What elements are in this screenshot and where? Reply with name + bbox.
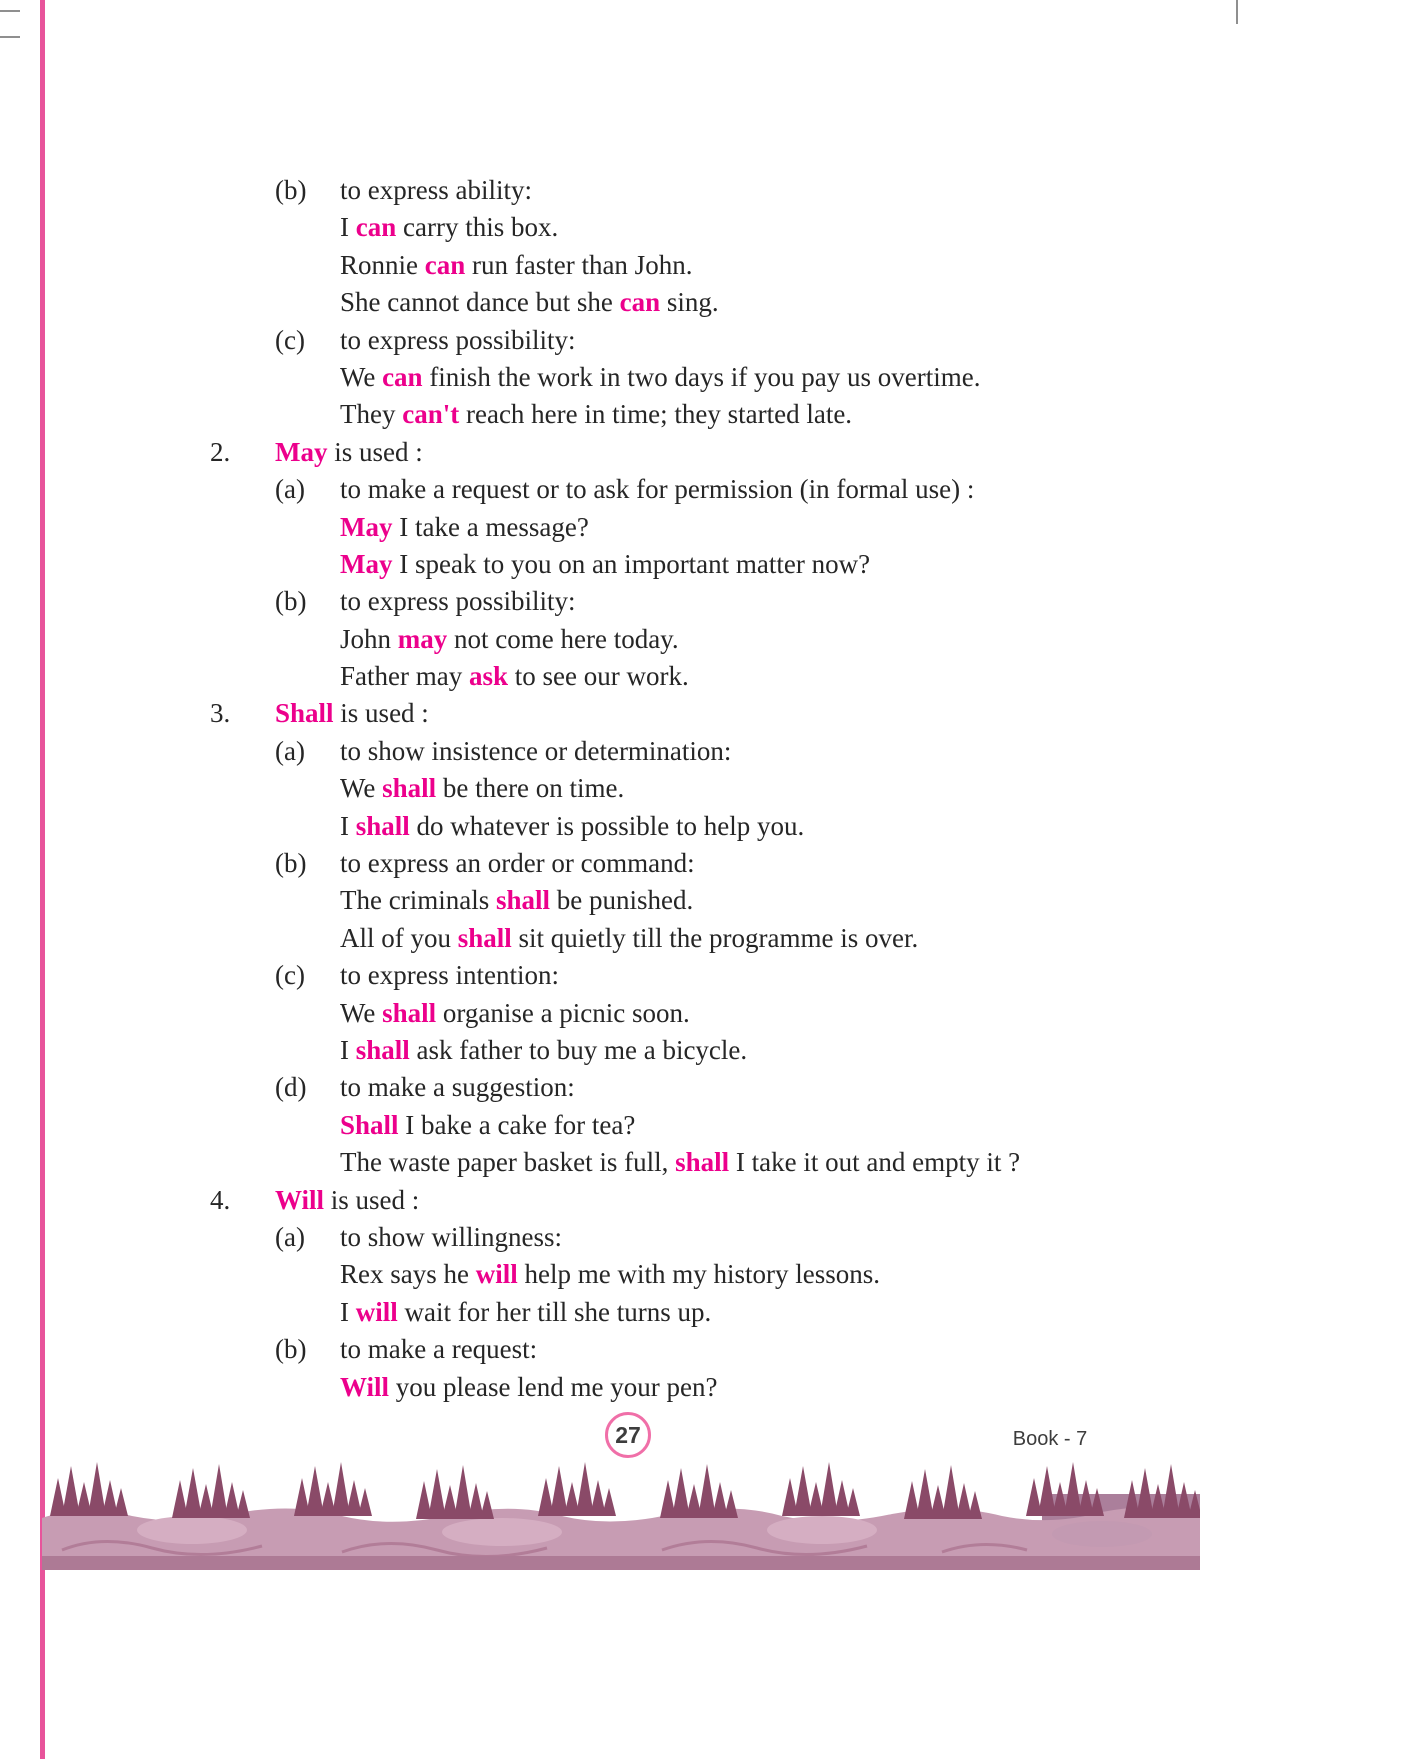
line-marker: 3. [210, 698, 231, 729]
text-line [0, 1032, 1260, 1069]
line-text: We shall organise a picnic soon. [340, 997, 690, 1028]
highlighted-word: Shall [275, 698, 334, 729]
text-line [0, 359, 1260, 396]
line-marker: (b) [275, 586, 307, 617]
highlighted-word: will [475, 1259, 518, 1290]
line-text: to express possibility: [340, 586, 576, 617]
highlighted-word: Will [275, 1184, 325, 1215]
page-number: 27 [615, 1421, 641, 1448]
line-text: The criminals shall be punished. [340, 885, 694, 916]
line-text: The waste paper basket is full, shall I take it out and empty it ? [340, 1147, 1021, 1178]
text-line [0, 845, 1260, 882]
line-text: Rex says he will help me with my history lessons. [340, 1259, 880, 1290]
line-marker: 2. [210, 436, 231, 467]
line-marker: (b) [275, 848, 307, 879]
text-line [0, 509, 1260, 546]
line-text: All of you shall sit quietly till the programme is over. [340, 922, 919, 953]
text-line [0, 471, 1260, 508]
highlighted-word: can [382, 361, 423, 392]
text-line [0, 882, 1260, 919]
line-text: John may not come here today. [340, 623, 679, 654]
line-marker: 4. [210, 1184, 231, 1215]
line-marker: (a) [275, 1221, 305, 1252]
line-text: We can finish the work in two days if you pay us overtime. [340, 361, 981, 392]
line-text: to express ability: [340, 175, 532, 205]
text-line [0, 172, 1260, 209]
line-text: Shall I bake a cake for tea? [340, 1109, 636, 1140]
highlighted-word: Will [340, 1371, 390, 1402]
text-line [0, 1256, 1260, 1293]
highlighted-word: will [355, 1296, 398, 1327]
line-text: I shall do whatever is possible to help you. [340, 810, 805, 841]
text-line [0, 247, 1260, 284]
text-line [0, 284, 1260, 321]
highlighted-word: shall [382, 997, 437, 1028]
text-line [0, 808, 1260, 845]
text-line [0, 322, 1260, 359]
text-line [0, 546, 1260, 583]
line-marker: (c) [275, 324, 305, 355]
line-text: Father may ask to see our work. [340, 661, 689, 692]
highlighted-word: may [397, 623, 448, 654]
text-line [0, 1144, 1260, 1181]
text-line [0, 396, 1260, 433]
line-text: She cannot dance but she can sing. [340, 287, 719, 318]
text-line [0, 1369, 1260, 1406]
text-line [0, 1294, 1260, 1331]
text-line [0, 1107, 1260, 1144]
highlighted-word: shall [675, 1147, 730, 1178]
text-line [0, 1331, 1260, 1368]
line-text: to show insistence or determination: [340, 735, 732, 766]
highlighted-word: can't [402, 399, 460, 430]
line-text: They can't reach here in time; they started late. [340, 399, 853, 430]
line-text: to express an order or command: [340, 848, 695, 879]
line-text: May I take a message? [340, 511, 589, 542]
text-line [0, 920, 1260, 957]
highlighted-word: can [355, 212, 397, 243]
highlighted-word: shall [382, 773, 437, 804]
crop-mark [0, 36, 20, 38]
text-block [0, 172, 1260, 1406]
crop-mark [1236, 0, 1238, 24]
text-line [0, 1219, 1260, 1256]
highlighted-word: Shall [340, 1109, 399, 1140]
highlighted-word: shall [355, 1034, 410, 1065]
page-content [0, 172, 1260, 1406]
crop-mark [0, 10, 20, 12]
text-line [0, 1182, 1260, 1219]
line-marker: (a) [275, 735, 305, 766]
highlighted-word: shall [457, 922, 512, 953]
line-text: to show willingness: [340, 1221, 563, 1252]
highlighted-word: shall [355, 810, 410, 841]
line-text: Will you please lend me your pen? [340, 1371, 718, 1402]
line-text: We shall be there on time. [340, 773, 625, 804]
text-line [0, 770, 1260, 807]
text-line [0, 695, 1260, 732]
text-line [0, 583, 1260, 620]
text-line [0, 957, 1260, 994]
highlighted-word: May [340, 511, 393, 542]
line-text: to express possibility: [340, 324, 576, 355]
text-line [0, 209, 1260, 246]
line-marker: (a) [275, 474, 305, 505]
line-text: to express intention: [340, 960, 559, 991]
highlighted-word: shall [495, 885, 550, 916]
line-text: May I speak to you on an important matter now? [340, 548, 871, 579]
line-text: I can carry this box. [340, 212, 559, 243]
text-line [0, 995, 1260, 1032]
line-marker: (c) [275, 960, 305, 991]
line-text: Will is used : [275, 1184, 420, 1215]
line-text: to make a request: [340, 1334, 538, 1365]
line-text: May is used : [275, 436, 423, 467]
text-line [0, 621, 1260, 658]
text-line [0, 434, 1260, 471]
footer-forest-illustration [42, 1452, 1200, 1570]
line-text: to make a suggestion: [340, 1072, 575, 1103]
line-text: I shall ask father to buy me a bicycle. [340, 1034, 748, 1065]
highlighted-word: May [275, 436, 328, 467]
line-marker: (d) [275, 1072, 307, 1103]
text-line [0, 733, 1260, 770]
line-marker: (b) [275, 1334, 307, 1365]
line-text: to make a request or to ask for permission (in formal use) : [340, 474, 975, 505]
line-text: Ronnie can run faster than John. [340, 249, 693, 280]
highlighted-word: can [619, 287, 661, 318]
text-line [0, 1069, 1260, 1106]
highlighted-word: can [424, 249, 466, 280]
line-text: Shall is used : [275, 698, 429, 729]
book-label: Book - 7 [1012, 1428, 1088, 1450]
page-number-badge [605, 1412, 651, 1458]
line-marker: (b) [275, 175, 307, 205]
line-text: I will wait for her till she turns up. [340, 1296, 712, 1327]
text-line [0, 658, 1260, 695]
highlighted-word: ask [468, 661, 508, 692]
highlighted-word: May [340, 548, 393, 579]
